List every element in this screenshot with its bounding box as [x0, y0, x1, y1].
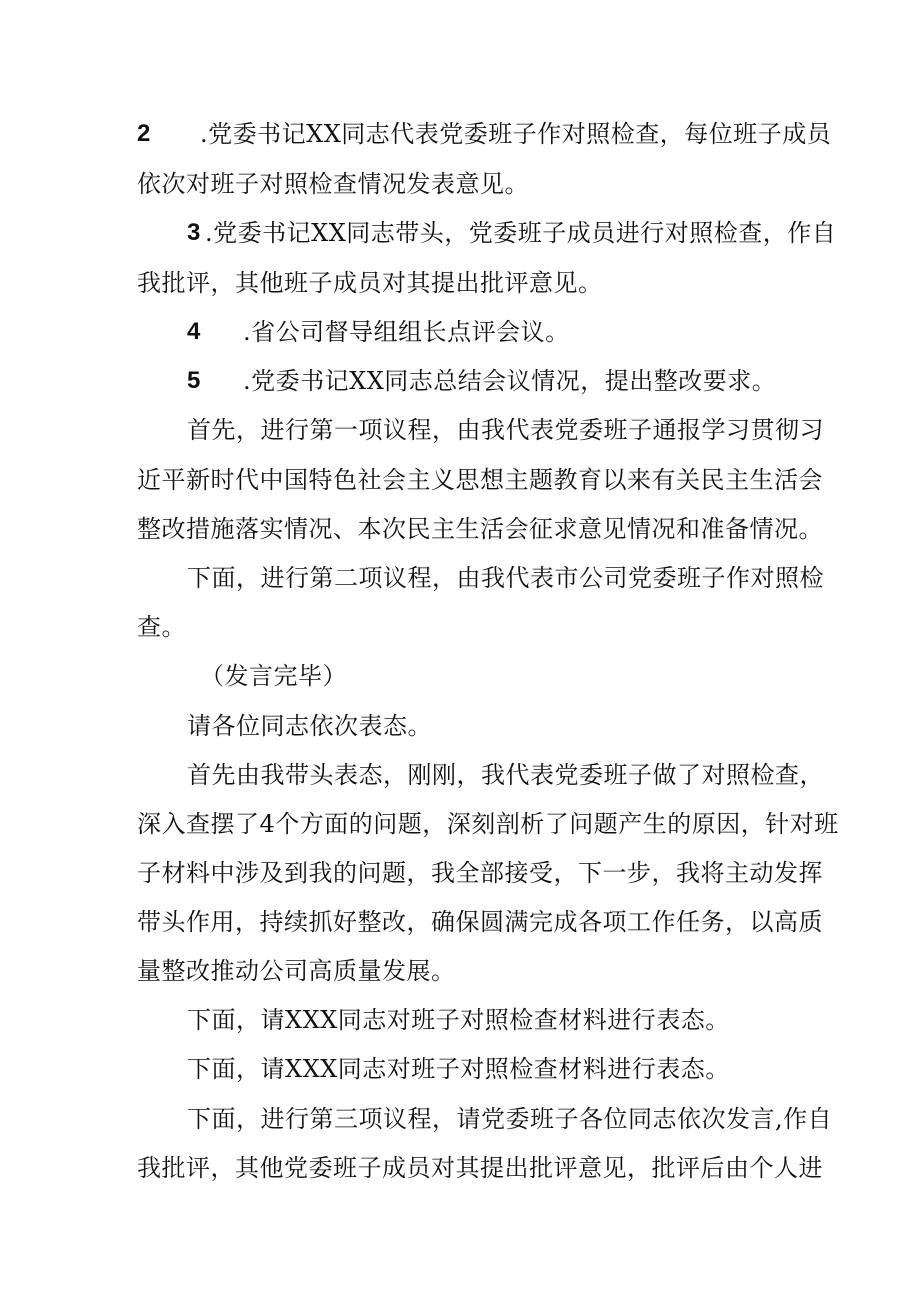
paragraph-line: 首先，进行第一项议程，由我代表党委班子通报学习贯彻习 [187, 416, 824, 444]
paragraph-line: 下面，请XXX同志对班子对照检查材料进行表态。 [187, 1006, 730, 1034]
item-text-line: .党委书记XX同志带头，党委班子成员进行对照检查，作自 [205, 219, 837, 247]
paragraph-line: 带头作用，持续抓好整改，确保圆满完成各项工作任务，以高质 [137, 908, 823, 936]
paragraph-line: 量整改推动公司高质量发展。 [137, 957, 456, 985]
item-number: 4 [187, 318, 201, 345]
paragraph-line: 子材料中涉及到我的问题，我全部接受，下一步，我将主动发挥 [137, 859, 823, 887]
paragraph-line: 请各位同志依次表态。 [187, 712, 432, 740]
item-text-line: 我批评，其他班子成员对其提出批评意见。 [137, 269, 603, 297]
paragraph-line: 下面，进行第三项议程，请党委班子各位同志依次发言,作自 [187, 1105, 833, 1133]
item-text-line: .党委书记XX同志代表党委班子作对照检查，每位班子成员 [200, 120, 832, 148]
item-text-line: .党委书记XX同志总结会议情况，提出整改要求。 [243, 367, 777, 395]
item-number: 2 [137, 120, 151, 147]
item-number: 3 [187, 219, 201, 246]
item-text-line: 依次对班子对照检查情况发表意见。 [137, 170, 529, 198]
paragraph-line: 近平新时代中国特色社会主义思想主题教育以来有关民主生活会 [137, 466, 823, 494]
item-number: 5 [187, 367, 201, 394]
paragraph-line: 深入查摆了4个方面的问题，深刻剖析了问题产生的原因，针对班 [137, 810, 839, 838]
paragraph-line: 查。 [137, 613, 186, 641]
paragraph-line: 我批评，其他党委班子成员对其提出批评意见，批评后由个人进 [137, 1154, 823, 1182]
paragraph-line: （发言完毕） [200, 662, 347, 690]
paragraph-line: 下面，进行第二项议程，由我代表市公司党委班子作对照检 [187, 564, 824, 592]
paragraph-line: 首先由我带头表态，刚刚，我代表党委班子做了对照检查， [187, 761, 824, 789]
item-text-line: .省公司督导组组长点评会议。 [243, 318, 570, 346]
paragraph-line: 整改措施落实情况、本次民主生活会征求意见情况和准备情况。 [137, 515, 823, 543]
paragraph-line: 下面，请XXX同志对班子对照检查材料进行表态。 [187, 1055, 730, 1083]
